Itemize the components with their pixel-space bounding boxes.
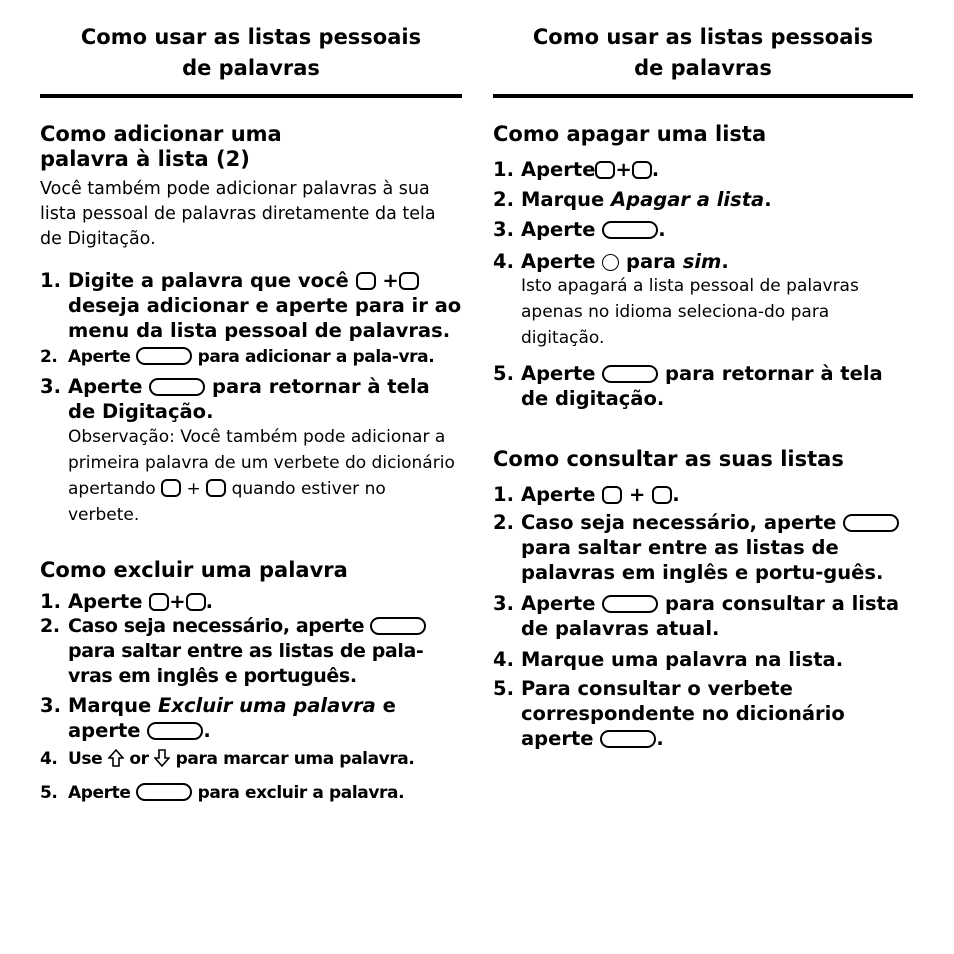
section-view-lists	[493, 447, 913, 751]
list-item: 1. Aperte + .	[40, 590, 214, 613]
note-text: Observação: Você também pode adicionar a primeira palavra de um verbete do dicionário apertando + quando estiver no verbete.	[68, 427, 455, 525]
list-item: 2. Caso seja necessário, aperte para saltar entre as listas de pala-vras em inglês e português.	[40, 614, 462, 689]
intro-text: Você também pode adicionar palavras à sua lista pessoal de palavras diretamente da tela de Digitação.	[40, 179, 436, 249]
key-icon	[632, 161, 652, 179]
list-item: 1. Aperte + .	[493, 158, 660, 181]
arrow-up-icon	[108, 749, 124, 767]
list-item: 4. Marque uma palavra na lista.	[493, 648, 844, 671]
key-icon	[206, 479, 226, 497]
section-delete-word	[40, 558, 462, 810]
key-icon	[602, 486, 622, 504]
list-item: 2. Aperte para adicionar a pala-vra.	[40, 347, 435, 367]
list-item: 2. Caso seja necessário, aperte para saltar entre as listas de palavras em inglês e portu-guês.	[493, 510, 913, 585]
steps-list	[40, 268, 462, 528]
steps-list	[493, 480, 913, 751]
section-title: Como adicionar uma palavra à lista (2)	[40, 122, 282, 171]
list-item: 4. Use or para marcar uma palavra.	[40, 749, 415, 769]
arrow-down-icon	[154, 749, 170, 767]
list-item: 1. Digite a palavra que você + deseja adicionar e aperte para ir ao menu da lista pessoal de palavras.	[40, 269, 462, 342]
circle-key-icon	[602, 254, 619, 271]
page-header-left: Como usar as listas pessoais de palavras	[40, 22, 462, 98]
key-icon	[186, 593, 206, 611]
button-icon	[147, 722, 203, 740]
list-item: 3. Aperte para consultar a lista de palavras atual.	[493, 592, 900, 640]
section-title: Como apagar uma lista	[493, 122, 767, 146]
section-add-word	[40, 122, 462, 528]
steps-list	[40, 589, 462, 810]
button-icon	[843, 514, 899, 532]
key-icon	[595, 161, 615, 179]
key-icon	[149, 593, 169, 611]
button-icon	[370, 617, 426, 635]
button-icon	[602, 365, 658, 383]
note-text: Isto apagará a lista pessoal de palavras apenas no idioma seleciona-do para digitação.	[521, 276, 859, 348]
list-item: 5. Aperte para excluir a palavra.	[40, 783, 405, 803]
button-icon	[602, 595, 658, 613]
list-item: 5. Aperte para retornar à tela de digitação.	[493, 362, 883, 410]
section-title: Como consultar as suas listas	[493, 447, 844, 471]
key-icon	[161, 479, 181, 497]
key-icon	[399, 272, 419, 290]
section-erase-list	[493, 122, 913, 411]
right-column	[493, 22, 913, 751]
list-item: 3. Aperte para retornar à tela de Digitação. Observação: Você também pode adicionar a primeira palavra de um verbete do dicionário apertando + quando estiver no verbete.	[40, 374, 462, 528]
steps-list	[493, 155, 913, 411]
button-icon	[602, 221, 658, 239]
page-header-right: Como usar as listas pessoais de palavras	[493, 22, 913, 98]
list-item: 3. Marque Excluir uma palavra e aperte .	[40, 694, 396, 742]
section-title: Como excluir uma palavra	[40, 558, 348, 582]
button-icon	[600, 730, 656, 748]
list-item: 4. Aperte para sim. Isto apagará a lista pessoal de palavras apenas no idioma seleciona-do para digitação.	[493, 245, 913, 351]
list-item: 2. Marque Apagar a lista.	[493, 188, 772, 211]
key-icon	[356, 272, 376, 290]
list-item: 3. Aperte .	[493, 218, 666, 241]
button-icon	[136, 347, 192, 365]
button-icon	[136, 783, 192, 801]
button-icon	[149, 378, 205, 396]
list-item: 1. Aperte + .	[493, 483, 680, 506]
key-icon	[652, 486, 672, 504]
left-column	[40, 22, 462, 810]
list-item: 5. Para consultar o verbete correspondente no dicionário aperte .	[493, 677, 845, 750]
